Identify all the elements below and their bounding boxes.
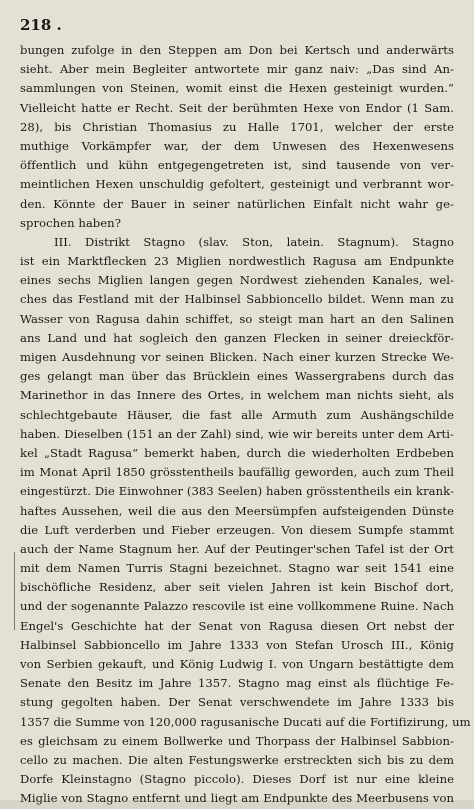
text-line: Engel's Geschichte hat der Senat von Ragusa diesen Ort nebst der bbox=[20, 618, 454, 633]
text-line: cello zu machen. Die alten Festungswerke erstreckten sich bis zu dem bbox=[20, 752, 454, 767]
text-line: Halbinsel Sabbioncello im Jahre 1333 von Stefan Urosch III., König bbox=[20, 637, 454, 652]
text-line: migen Ausdehnung vor seinen Blicken. Nach einer kurzen Strecke We- bbox=[20, 350, 454, 364]
text-line: Miglie von Stagno entfernt und liegt am Endpunkte des Meerbusens von bbox=[20, 791, 454, 806]
text-line: von Serbien gekauft, und König Ludwig I. von Ungarn bestättigte dem bbox=[20, 657, 454, 671]
text-line: die Luft verderben und Fieber erzeugen. Von diesem Sumpfe stammt bbox=[20, 522, 454, 537]
text-line: ist ein Marktflecken 23 Miglien nordwestlich Ragusa am Endpunkte bbox=[20, 254, 454, 269]
text-line: kel „Stadt Ragusa“ bemerkt haben, durch die wiederholten Erdbeben bbox=[20, 445, 454, 460]
text-line: ges gelangt man über das Brücklein eines Wassergrabens durch das bbox=[20, 369, 454, 384]
text-line: 28), bis Christian Thomasius zu Halle 1701, welcher der erste bbox=[20, 119, 454, 134]
text-line: sprochen haben? bbox=[20, 215, 121, 230]
text-line: Wasser von Ragusa dahin schiffet, so steigt man hart an den Salinen bbox=[20, 311, 454, 326]
text-line: haben. Dieselben (151 an der Zahl) sind, wie wir bereits unter dem Arti- bbox=[20, 426, 454, 441]
body-text bbox=[20, 41, 471, 809]
text-line: Senate den Besitz im Jahre 1357. Stagno mag einst als flüchtige Fe- bbox=[20, 676, 454, 691]
text-line: 1357 die Summe von 120,000 ragusanische Ducati auf die Fortifizirung, um bbox=[20, 714, 471, 729]
text-line: III. Distrikt Stagno (slav. Ston, latein. Stagnum). Stagno bbox=[54, 234, 454, 249]
text-line: Marinethor in das Innere des Ortes, in welchem man nichts sieht, als bbox=[20, 388, 454, 403]
text-line: den. Könnte der Bauer in seiner natürlichen Einfalt nicht wahr ge- bbox=[20, 196, 454, 211]
text-line: Vielleicht hatte er Recht. Seit der berühmten Hexe von Endor (1 Sam. bbox=[20, 100, 454, 115]
text-line: muthige Vorkämpfer war, der dem Unwesen des Hexenwesens bbox=[20, 138, 454, 153]
text-line: sammlungen von Steinen, womit einst die Hexen gesteinigt wurden.“ bbox=[20, 81, 454, 96]
margin-pencil-mark bbox=[14, 552, 15, 630]
text-line: auch der Name Stagnum her. Auf der Peutinger'schen Tafel ist der Ort bbox=[20, 541, 454, 556]
text-line: haftes Aussehen, weil die aus den Meersümpfen aufsteigenden Dünste bbox=[20, 503, 454, 518]
text-line: Dorfe Kleinstagno (Stagno piccolo). Dieses Dorf ist nur eine kleine bbox=[20, 772, 454, 787]
text-line: eingestürzt. Die Einwohner (383 Seelen) haben grösstentheils ein krank- bbox=[20, 484, 454, 499]
text-line: und der sogenannte Palazzo rescovile ist eine vollkommene Ruine. Nach bbox=[20, 599, 454, 614]
page-number: 218 . bbox=[20, 16, 62, 34]
text-line: bungen zufolge in den Steppen am Don bei Kertsch und anderwärts bbox=[20, 43, 454, 57]
text-line: bischöfliche Residenz, aber seit vielen Jahren ist kein Bischof dort, bbox=[20, 580, 454, 595]
text-line: ches das Festland mit der Halbinsel Sabbioncello bildet. Wenn man zu bbox=[20, 292, 454, 307]
text-line: ans Land und hat sogleich den ganzen Flecken in seiner dreieckför- bbox=[20, 330, 454, 345]
text-line: öffentlich und kühn entgegengetreten ist, sind tausende von ver- bbox=[20, 158, 454, 173]
text-line: stung gegolten haben. Der Senat verschwendete im Jahre 1333 bis bbox=[20, 695, 454, 710]
text-line: schlechtgebaute Häuser, die fast alle Armuth zum Aushängschilde bbox=[20, 407, 454, 422]
text-line: es gleichsam zu einem Bollwerke und Thorpass der Halbinsel Sabbion- bbox=[20, 733, 454, 748]
text-line: mit dem Namen Turris Stagni bezeichnet. Stagno war seit 1541 eine bbox=[20, 561, 454, 576]
text-line: eines sechs Miglien langen gegen Nordwest ziehenden Kanales, wel- bbox=[20, 273, 454, 288]
text-line: sieht. Aber mein Begleiter antwortete mir ganz naiv: „Das sind An- bbox=[20, 62, 454, 77]
text-line: im Monat April 1850 grösstentheils baufällig geworden, auch zum Theil bbox=[20, 465, 454, 480]
text-line: meintlichen Hexen unschuldig gefoltert, gesteinigt und verbrannt wor- bbox=[20, 177, 454, 192]
